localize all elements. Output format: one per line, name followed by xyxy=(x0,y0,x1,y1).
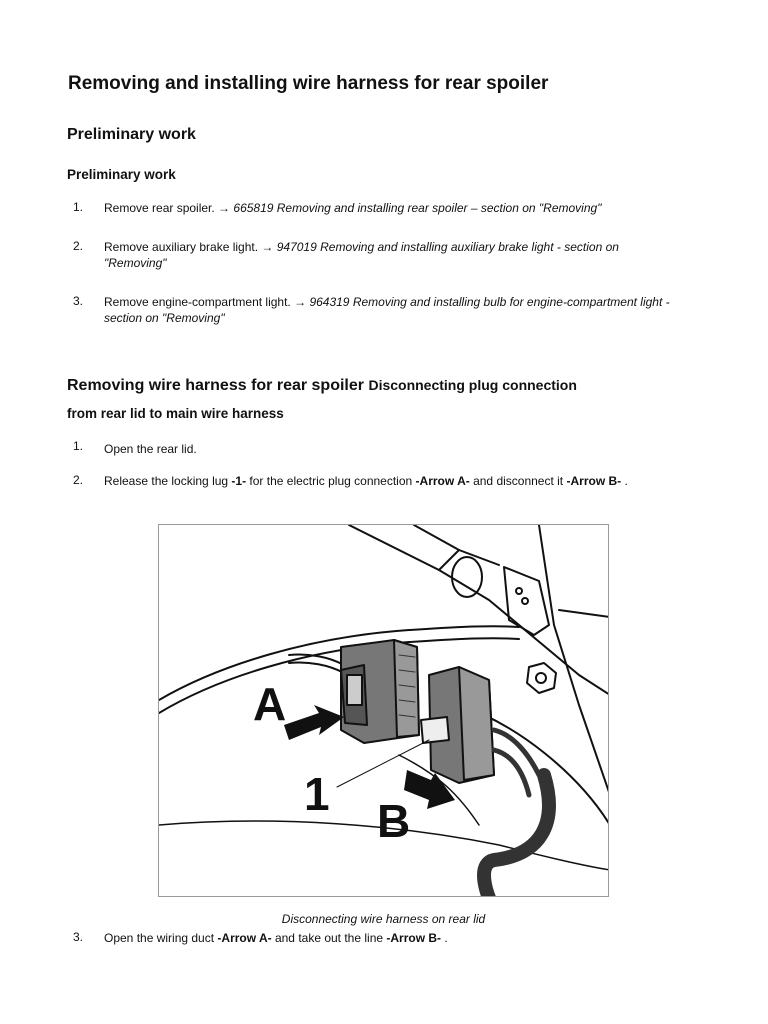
removing-step-3 xyxy=(104,930,714,946)
prelim-step-3 xyxy=(104,294,704,326)
label-1: 1 xyxy=(304,768,330,820)
label-b: B xyxy=(377,795,411,847)
connector-drawing xyxy=(159,525,609,897)
step-number: 3. xyxy=(73,930,84,944)
heading-suffix: Disconnecting plug connection xyxy=(368,377,577,393)
step-text: for the electric plug connection xyxy=(246,474,416,488)
figure-caption: Disconnecting wire harness on rear lid xyxy=(281,912,486,926)
page-title: Removing and installing wire harness for rear spoiler xyxy=(68,73,549,94)
step-number: 1. xyxy=(73,200,84,214)
step-text: Remove engine-compartment light. → xyxy=(104,295,310,309)
step-text: Open the wiring duct xyxy=(104,931,218,945)
step-number: 2. xyxy=(73,239,84,253)
callout-arrow-b: -Arrow B- xyxy=(566,474,622,488)
step-text: . xyxy=(441,931,448,945)
callout-arrow-b: -Arrow B- xyxy=(386,931,442,945)
heading-main: Removing wire harness for rear spoiler xyxy=(67,377,364,394)
section-heading-preliminary: Preliminary work xyxy=(67,126,196,143)
cross-reference-link[interactable]: 964319 Removing and installing bulb for engine-compartment light - section on "Removing" xyxy=(104,295,670,325)
step-text: and take out the line xyxy=(271,931,387,945)
step-number: 2. xyxy=(73,473,84,487)
cross-reference-link[interactable]: 947019 Removing and installing auxiliary brake light - section on "Removing" xyxy=(104,240,619,270)
step-text: Remove rear spoiler. → xyxy=(104,201,234,215)
removing-step-2 xyxy=(104,473,714,489)
step-number: 3. xyxy=(73,294,84,308)
wire-harness-illustration xyxy=(158,524,609,897)
step-number: 1. xyxy=(73,439,84,453)
label-a: A xyxy=(253,678,287,730)
subheading-preliminary: Preliminary work xyxy=(67,167,176,182)
removing-step-1: Open the rear lid. xyxy=(104,442,197,456)
prelim-step-2 xyxy=(104,239,664,271)
callout-1: -1- xyxy=(231,474,247,488)
section-heading-removing xyxy=(67,377,577,395)
cross-reference-link[interactable]: 665819 Removing and installing rear spoiler – section on "Removing" xyxy=(233,201,602,215)
step-text: . xyxy=(621,474,628,488)
callout-arrow-a: -Arrow A- xyxy=(217,931,272,945)
callout-arrow-a: -Arrow A- xyxy=(415,474,470,488)
step-text: Remove auxiliary brake light. → xyxy=(104,240,277,254)
prelim-step-1 xyxy=(104,200,714,216)
step-text: Release the locking lug xyxy=(104,474,232,488)
step-text: and disconnect it xyxy=(469,474,567,488)
subheading-removing: from rear lid to main wire harness xyxy=(67,406,284,421)
